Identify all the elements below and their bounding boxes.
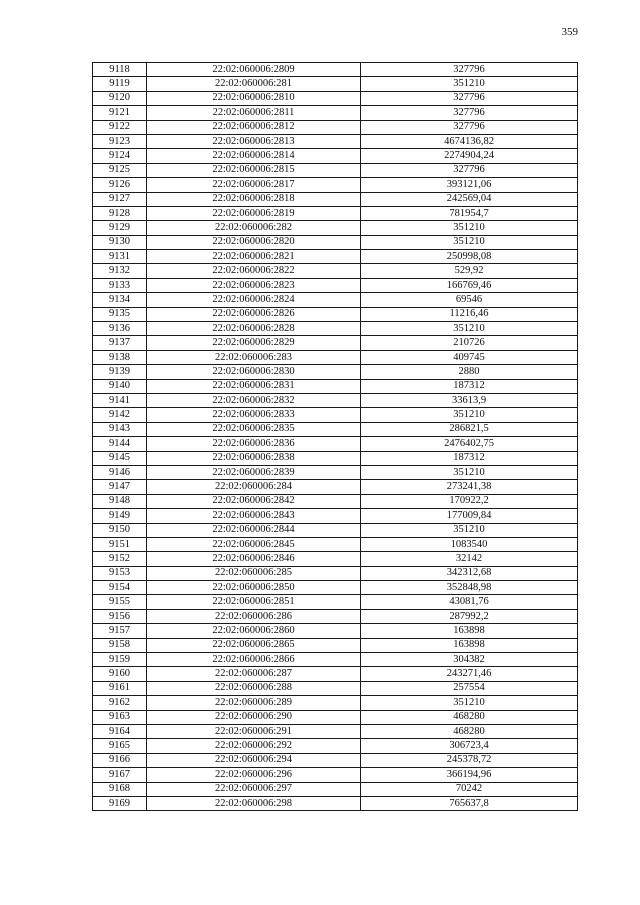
row-number-cell: 9119 bbox=[93, 77, 147, 91]
cadastral-value-cell: 393121,06 bbox=[361, 178, 578, 192]
table-row bbox=[93, 595, 578, 609]
cadastral-value-cell: 210726 bbox=[361, 336, 578, 350]
cadastral-value-cell: 351210 bbox=[361, 221, 578, 235]
cadastral-number-cell: 22:02:060006:2860 bbox=[147, 624, 361, 638]
row-number-cell: 9128 bbox=[93, 206, 147, 220]
cadastral-value-cell: 177009,84 bbox=[361, 509, 578, 523]
cadastral-number-cell: 22:02:060006:2838 bbox=[147, 451, 361, 465]
table-row bbox=[93, 250, 578, 264]
cadastral-value-cell: 351210 bbox=[361, 77, 578, 91]
row-number-cell: 9142 bbox=[93, 408, 147, 422]
table-row bbox=[93, 422, 578, 436]
cadastral-number-cell: 22:02:060006:2821 bbox=[147, 250, 361, 264]
cadastral-value-cell: 245378,72 bbox=[361, 753, 578, 767]
cadastral-number-cell: 22:02:060006:291 bbox=[147, 724, 361, 738]
cadastral-number-cell: 22:02:060006:298 bbox=[147, 796, 361, 810]
cadastral-value-cell: 327796 bbox=[361, 106, 578, 120]
cadastral-number-cell: 22:02:060006:2851 bbox=[147, 595, 361, 609]
cadastral-value-cell: 327796 bbox=[361, 91, 578, 105]
cadastral-number-cell: 22:02:060006:289 bbox=[147, 696, 361, 710]
cadastral-value-cell: 187312 bbox=[361, 379, 578, 393]
row-number-cell: 9159 bbox=[93, 653, 147, 667]
table-row bbox=[93, 638, 578, 652]
row-number-cell: 9126 bbox=[93, 178, 147, 192]
table-row bbox=[93, 149, 578, 163]
table-row bbox=[93, 206, 578, 220]
table-row bbox=[93, 278, 578, 292]
row-number-cell: 9163 bbox=[93, 710, 147, 724]
cadastral-value-cell: 409745 bbox=[361, 350, 578, 364]
table-row bbox=[93, 581, 578, 595]
cadastral-number-cell: 22:02:060006:2814 bbox=[147, 149, 361, 163]
row-number-cell: 9150 bbox=[93, 523, 147, 537]
table-row bbox=[93, 264, 578, 278]
cadastral-number-cell: 22:02:060006:2839 bbox=[147, 465, 361, 479]
table-row bbox=[93, 393, 578, 407]
cadastral-value-cell: 529,92 bbox=[361, 264, 578, 278]
row-number-cell: 9148 bbox=[93, 494, 147, 508]
row-number-cell: 9153 bbox=[93, 566, 147, 580]
table-row bbox=[93, 653, 578, 667]
cadastral-value-cell: 32142 bbox=[361, 552, 578, 566]
cadastral-value-cell: 243271,46 bbox=[361, 667, 578, 681]
cadastral-number-cell: 22:02:060006:2813 bbox=[147, 134, 361, 148]
cadastral-number-cell: 22:02:060006:2846 bbox=[147, 552, 361, 566]
table-row bbox=[93, 451, 578, 465]
row-number-cell: 9144 bbox=[93, 437, 147, 451]
cadastral-number-cell: 22:02:060006:2866 bbox=[147, 653, 361, 667]
cadastral-value-cell: 366194,96 bbox=[361, 768, 578, 782]
cadastral-value-cell: 765637,8 bbox=[361, 796, 578, 810]
table-row bbox=[93, 494, 578, 508]
cadastral-number-cell: 22:02:060006:2835 bbox=[147, 422, 361, 436]
cadastral-number-cell: 22:02:060006:2819 bbox=[147, 206, 361, 220]
row-number-cell: 9161 bbox=[93, 681, 147, 695]
cadastral-value-cell: 11216,46 bbox=[361, 307, 578, 321]
table-row bbox=[93, 91, 578, 105]
row-number-cell: 9138 bbox=[93, 350, 147, 364]
cadastral-number-cell: 22:02:060006:2850 bbox=[147, 581, 361, 595]
cadastral-number-cell: 22:02:060006:2845 bbox=[147, 537, 361, 551]
cadastral-number-cell: 22:02:060006:2842 bbox=[147, 494, 361, 508]
cadastral-number-cell: 22:02:060006:2833 bbox=[147, 408, 361, 422]
table-row bbox=[93, 782, 578, 796]
cadastral-number-cell: 22:02:060006:2809 bbox=[147, 63, 361, 77]
row-number-cell: 9132 bbox=[93, 264, 147, 278]
cadastral-number-cell: 22:02:060006:284 bbox=[147, 480, 361, 494]
row-number-cell: 9140 bbox=[93, 379, 147, 393]
cadastral-number-cell: 22:02:060006:2829 bbox=[147, 336, 361, 350]
cadastral-number-cell: 22:02:060006:290 bbox=[147, 710, 361, 724]
table-row bbox=[93, 710, 578, 724]
cadastral-value-cell: 342312,68 bbox=[361, 566, 578, 580]
row-number-cell: 9147 bbox=[93, 480, 147, 494]
table-row bbox=[93, 753, 578, 767]
cadastral-value-cell: 1083540 bbox=[361, 537, 578, 551]
table-row bbox=[93, 667, 578, 681]
row-number-cell: 9162 bbox=[93, 696, 147, 710]
cadastral-number-cell: 22:02:060006:2844 bbox=[147, 523, 361, 537]
table-row bbox=[93, 537, 578, 551]
table-row bbox=[93, 609, 578, 623]
cadastral-value-cell: 2476402,75 bbox=[361, 437, 578, 451]
row-number-cell: 9122 bbox=[93, 120, 147, 134]
cadastral-value-cell: 2880 bbox=[361, 365, 578, 379]
table-row bbox=[93, 192, 578, 206]
cadastral-number-cell: 22:02:060006:294 bbox=[147, 753, 361, 767]
cadastral-value-cell: 70242 bbox=[361, 782, 578, 796]
row-number-cell: 9125 bbox=[93, 163, 147, 177]
cadastral-value-cell: 351210 bbox=[361, 408, 578, 422]
cadastral-value-cell: 43081,76 bbox=[361, 595, 578, 609]
row-number-cell: 9137 bbox=[93, 336, 147, 350]
cadastral-number-cell: 22:02:060006:2843 bbox=[147, 509, 361, 523]
cadastral-value-cell: 352848,98 bbox=[361, 581, 578, 595]
page-number: 359 bbox=[561, 26, 578, 38]
cadastral-number-cell: 22:02:060006:2810 bbox=[147, 91, 361, 105]
row-number-cell: 9156 bbox=[93, 609, 147, 623]
table-row bbox=[93, 696, 578, 710]
row-number-cell: 9155 bbox=[93, 595, 147, 609]
row-number-cell: 9139 bbox=[93, 365, 147, 379]
cadastral-value-cell: 351210 bbox=[361, 235, 578, 249]
row-number-cell: 9121 bbox=[93, 106, 147, 120]
table-row bbox=[93, 221, 578, 235]
table-row bbox=[93, 379, 578, 393]
table-row bbox=[93, 365, 578, 379]
row-number-cell: 9166 bbox=[93, 753, 147, 767]
table-row bbox=[93, 293, 578, 307]
row-number-cell: 9127 bbox=[93, 192, 147, 206]
cadastral-value-cell: 187312 bbox=[361, 451, 578, 465]
row-number-cell: 9124 bbox=[93, 149, 147, 163]
cadastral-number-cell: 22:02:060006:292 bbox=[147, 739, 361, 753]
cadastral-number-cell: 22:02:060006:283 bbox=[147, 350, 361, 364]
table-row bbox=[93, 350, 578, 364]
cadastral-value-cell: 468280 bbox=[361, 710, 578, 724]
cadastral-number-cell: 22:02:060006:2828 bbox=[147, 322, 361, 336]
table-row bbox=[93, 163, 578, 177]
table-row bbox=[93, 768, 578, 782]
cadastral-number-cell: 22:02:060006:2811 bbox=[147, 106, 361, 120]
cadastral-value-cell: 781954,7 bbox=[361, 206, 578, 220]
cadastral-number-cell: 22:02:060006:2865 bbox=[147, 638, 361, 652]
table-row bbox=[93, 523, 578, 537]
row-number-cell: 9169 bbox=[93, 796, 147, 810]
cadastral-value-cell: 257554 bbox=[361, 681, 578, 695]
cadastral-number-cell: 22:02:060006:2824 bbox=[147, 293, 361, 307]
cadastral-value-cell: 163898 bbox=[361, 624, 578, 638]
cadastral-value-cell: 468280 bbox=[361, 724, 578, 738]
cadastral-number-cell: 22:02:060006:288 bbox=[147, 681, 361, 695]
row-number-cell: 9151 bbox=[93, 537, 147, 551]
row-number-cell: 9135 bbox=[93, 307, 147, 321]
table-body bbox=[93, 63, 578, 811]
row-number-cell: 9154 bbox=[93, 581, 147, 595]
cadastral-number-cell: 22:02:060006:285 bbox=[147, 566, 361, 580]
cadastral-number-cell: 22:02:060006:281 bbox=[147, 77, 361, 91]
cadastral-number-cell: 22:02:060006:297 bbox=[147, 782, 361, 796]
row-number-cell: 9168 bbox=[93, 782, 147, 796]
row-number-cell: 9131 bbox=[93, 250, 147, 264]
cadastral-number-cell: 22:02:060006:296 bbox=[147, 768, 361, 782]
table-row bbox=[93, 552, 578, 566]
table-row bbox=[93, 437, 578, 451]
table-row bbox=[93, 106, 578, 120]
cadastral-value-cell: 304382 bbox=[361, 653, 578, 667]
table-row bbox=[93, 307, 578, 321]
table-row bbox=[93, 681, 578, 695]
cadastral-value-cell: 286821,5 bbox=[361, 422, 578, 436]
row-number-cell: 9134 bbox=[93, 293, 147, 307]
cadastral-number-cell: 22:02:060006:286 bbox=[147, 609, 361, 623]
row-number-cell: 9118 bbox=[93, 63, 147, 77]
cadastral-number-cell: 22:02:060006:2836 bbox=[147, 437, 361, 451]
cadastral-number-cell: 22:02:060006:2831 bbox=[147, 379, 361, 393]
table-row bbox=[93, 120, 578, 134]
cadastral-value-cell: 163898 bbox=[361, 638, 578, 652]
cadastral-number-cell: 22:02:060006:2832 bbox=[147, 393, 361, 407]
cadastral-number-cell: 22:02:060006:2822 bbox=[147, 264, 361, 278]
cadastral-number-cell: 22:02:060006:2823 bbox=[147, 278, 361, 292]
table-row bbox=[93, 322, 578, 336]
cadastral-value-cell: 327796 bbox=[361, 63, 578, 77]
cadastral-value-table bbox=[92, 62, 578, 811]
cadastral-number-cell: 22:02:060006:287 bbox=[147, 667, 361, 681]
table-row bbox=[93, 480, 578, 494]
row-number-cell: 9158 bbox=[93, 638, 147, 652]
cadastral-value-cell: 327796 bbox=[361, 120, 578, 134]
cadastral-value-cell: 351210 bbox=[361, 696, 578, 710]
table-row bbox=[93, 77, 578, 91]
cadastral-number-cell: 22:02:060006:2812 bbox=[147, 120, 361, 134]
row-number-cell: 9120 bbox=[93, 91, 147, 105]
table-row bbox=[93, 235, 578, 249]
cadastral-value-cell: 166769,46 bbox=[361, 278, 578, 292]
table-row bbox=[93, 336, 578, 350]
row-number-cell: 9130 bbox=[93, 235, 147, 249]
cadastral-value-cell: 69546 bbox=[361, 293, 578, 307]
row-number-cell: 9129 bbox=[93, 221, 147, 235]
cadastral-value-cell: 250998,08 bbox=[361, 250, 578, 264]
row-number-cell: 9160 bbox=[93, 667, 147, 681]
cadastral-value-cell: 170922,2 bbox=[361, 494, 578, 508]
row-number-cell: 9136 bbox=[93, 322, 147, 336]
row-number-cell: 9133 bbox=[93, 278, 147, 292]
cadastral-value-cell: 351210 bbox=[361, 322, 578, 336]
table-row bbox=[93, 408, 578, 422]
row-number-cell: 9143 bbox=[93, 422, 147, 436]
row-number-cell: 9149 bbox=[93, 509, 147, 523]
row-number-cell: 9167 bbox=[93, 768, 147, 782]
row-number-cell: 9164 bbox=[93, 724, 147, 738]
table-row bbox=[93, 178, 578, 192]
row-number-cell: 9165 bbox=[93, 739, 147, 753]
table-row bbox=[93, 509, 578, 523]
table-row bbox=[93, 624, 578, 638]
cadastral-number-cell: 22:02:060006:2820 bbox=[147, 235, 361, 249]
cadastral-value-cell: 4674136,82 bbox=[361, 134, 578, 148]
row-number-cell: 9146 bbox=[93, 465, 147, 479]
table-row bbox=[93, 465, 578, 479]
row-number-cell: 9152 bbox=[93, 552, 147, 566]
cadastral-value-cell: 351210 bbox=[361, 465, 578, 479]
cadastral-value-cell: 287992,2 bbox=[361, 609, 578, 623]
table-row bbox=[93, 739, 578, 753]
table-row bbox=[93, 724, 578, 738]
cadastral-value-cell: 242569,04 bbox=[361, 192, 578, 206]
cadastral-number-cell: 22:02:060006:2818 bbox=[147, 192, 361, 206]
row-number-cell: 9123 bbox=[93, 134, 147, 148]
row-number-cell: 9145 bbox=[93, 451, 147, 465]
cadastral-value-cell: 2274904,24 bbox=[361, 149, 578, 163]
cadastral-number-cell: 22:02:060006:2815 bbox=[147, 163, 361, 177]
cadastral-number-cell: 22:02:060006:282 bbox=[147, 221, 361, 235]
row-number-cell: 9141 bbox=[93, 393, 147, 407]
cadastral-number-cell: 22:02:060006:2826 bbox=[147, 307, 361, 321]
cadastral-number-cell: 22:02:060006:2817 bbox=[147, 178, 361, 192]
cadastral-value-cell: 351210 bbox=[361, 523, 578, 537]
table-row bbox=[93, 134, 578, 148]
cadastral-value-cell: 306723,4 bbox=[361, 739, 578, 753]
cadastral-value-cell: 327796 bbox=[361, 163, 578, 177]
cadastral-value-cell: 33613,9 bbox=[361, 393, 578, 407]
cadastral-number-cell: 22:02:060006:2830 bbox=[147, 365, 361, 379]
table-row bbox=[93, 566, 578, 580]
table-row bbox=[93, 796, 578, 810]
cadastral-value-cell: 273241,38 bbox=[361, 480, 578, 494]
row-number-cell: 9157 bbox=[93, 624, 147, 638]
table-row bbox=[93, 63, 578, 77]
